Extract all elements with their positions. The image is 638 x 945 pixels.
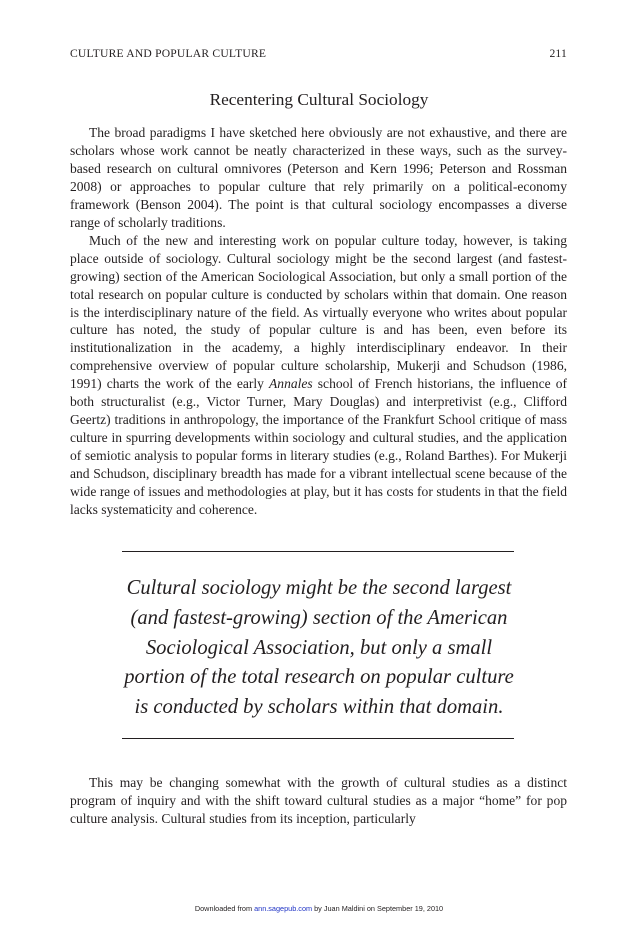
annales-italic: Annales [269, 376, 313, 392]
download-footer [0, 904, 638, 913]
footer-link[interactable]: ann.sagepub.com [254, 904, 313, 913]
paragraph-2 [70, 232, 567, 519]
footer-suffix: by Juan Maldini on September 19, 2010 [312, 904, 444, 913]
pull-quote-bottom-rule [122, 738, 514, 739]
pull-quote-line: Sociological Association, but only a small [145, 636, 493, 659]
page-number: 211 [549, 47, 567, 60]
section-heading: Recentering Cultural Sociology [209, 90, 429, 109]
pull-quote-top-rule [122, 551, 514, 552]
body-text-lower [70, 774, 567, 828]
paragraph-1: The broad paradigms I have sketched here obviously are not exhaustive, and there are scholars whose work cannot be neatly characterized in these ways, such as the survey-based research on cultural omnivores (Peterson and Kern 1996; Peterson and Rossman 2008) or approaches to popular culture that rely primarily on a political-economy framework (Benson 2004). The point is that cultural sociology encompasses a diverse range of scholarly traditions. [70, 125, 567, 230]
pull-quote-line: (and fastest-growing) section of the American [130, 606, 508, 629]
paragraph-3: This may be changing somewhat with the growth of cultural studies as a distinct program of inquiry and with the shift toward cultural studies as a major “home” for pop culture analysis. Cultural studies from its inception, particularly [70, 775, 567, 826]
paragraph-2-part-b: school of French historians, the influence of both structuralist (e.g., Victor Turner, Mary Douglas) and interpretivist (e.g., Clifford Geertz) traditions in anthropology, the importance of the Frankfurt School critique of mass culture in spurring developments within sociology and cultural studies, and the application of semiotic analysis to popular forms in literary studies (e.g., Roland Barthes). For Mukerji and Schudson, disciplinary breadth has made for a vibrant intellectual scene because of the wide range of issues and methodologies at play, but it has costs for students in that the field lacks systematicity and coherence. [70, 376, 567, 518]
paragraph-2-part-a: Much of the new and interesting work on popular culture today, however, is taking place outside of sociology. Cultural sociology might be the second largest (and fastest-growing) section of the American Sociological Association, but only a small portion of the total research on popular culture is conducted by scholars within that domain. One reason is the interdisciplinary nature of the field. As virtually everyone who writes about popular culture has noted, the study of popular culture is and has been, even before its institutionalization in the academy, a highly interdisciplinary endeavor. In their comprehensive overview of popular culture scholarship, Mukerji and Schudson (1986, 1991) charts the work of the early [70, 232, 567, 392]
running-head [70, 47, 567, 60]
footer-prefix: Downloaded from [194, 904, 255, 913]
pull-quote-line: is conducted by scholars within that domain. [134, 696, 504, 719]
body-text-upper [70, 124, 567, 519]
pull-quote [104, 574, 534, 723]
pull-quote-line: Cultural sociology might be the second largest [126, 577, 512, 599]
running-head-title: CULTURE AND POPULAR CULTURE [70, 47, 267, 60]
pull-quote-line: portion of the total research on popular culture [124, 666, 514, 689]
